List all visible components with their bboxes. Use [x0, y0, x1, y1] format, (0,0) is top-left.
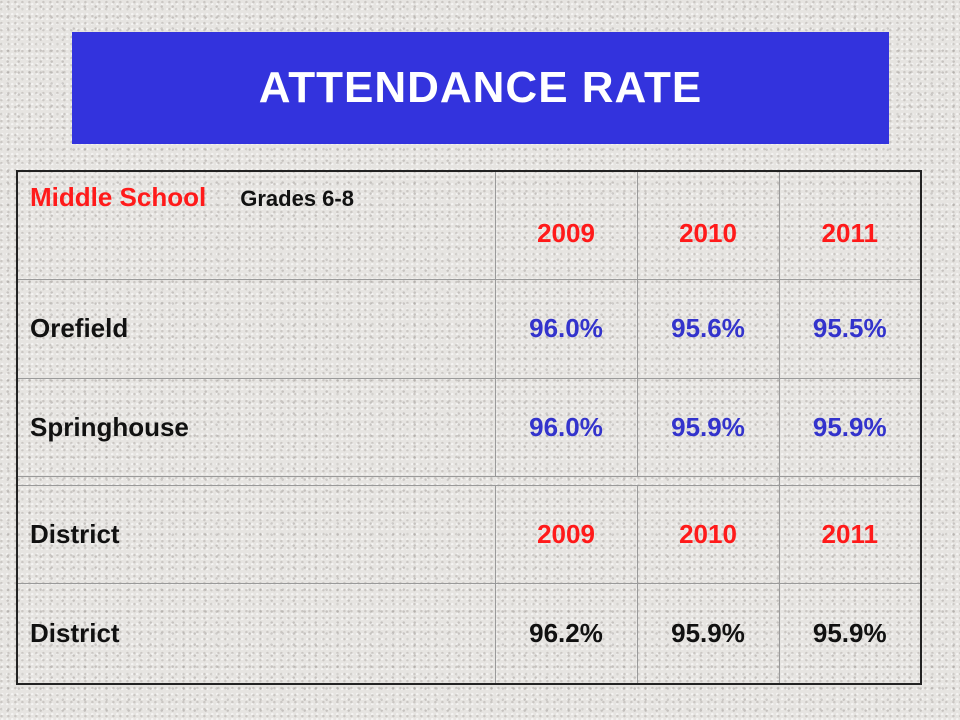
table-row [17, 280, 921, 379]
table-row [17, 584, 921, 684]
attendance-table [16, 170, 922, 685]
year-header-2009: 2009 [495, 171, 637, 280]
district-header-row [17, 485, 921, 584]
page-title: ATTENDANCE RATE [258, 63, 703, 112]
rate-cell: 95.6% [637, 280, 779, 379]
rate-cell: 95.9% [779, 584, 921, 684]
title-banner [72, 32, 889, 144]
rate-cell: 96.0% [495, 378, 637, 477]
school-name-springhouse: Springhouse [17, 378, 495, 477]
rate-cell: 95.9% [637, 584, 779, 684]
year-header-2011: 2011 [779, 171, 921, 280]
district-year-2009: 2009 [495, 485, 637, 584]
rate-cell: 95.9% [637, 378, 779, 477]
school-name-orefield: Orefield [17, 280, 495, 379]
grades-label: Grades 6-8 [240, 186, 354, 211]
rate-cell: 96.2% [495, 584, 637, 684]
table-row [17, 378, 921, 477]
district-year-2010: 2010 [637, 485, 779, 584]
spacer-cell [17, 477, 779, 486]
middle-school-header-row [17, 171, 921, 280]
middle-school-label: Middle School [30, 182, 207, 212]
rate-cell: 96.0% [495, 280, 637, 379]
year-header-2010: 2010 [637, 171, 779, 280]
spacer-cell-right [779, 477, 921, 486]
spacer-row [17, 477, 921, 486]
district-year-2011: 2011 [779, 485, 921, 584]
rate-cell: 95.9% [779, 378, 921, 477]
rate-cell: 95.5% [779, 280, 921, 379]
district-row-label: District [17, 584, 495, 684]
middle-school-header-cell [17, 171, 495, 280]
district-header-label: District [17, 485, 495, 584]
